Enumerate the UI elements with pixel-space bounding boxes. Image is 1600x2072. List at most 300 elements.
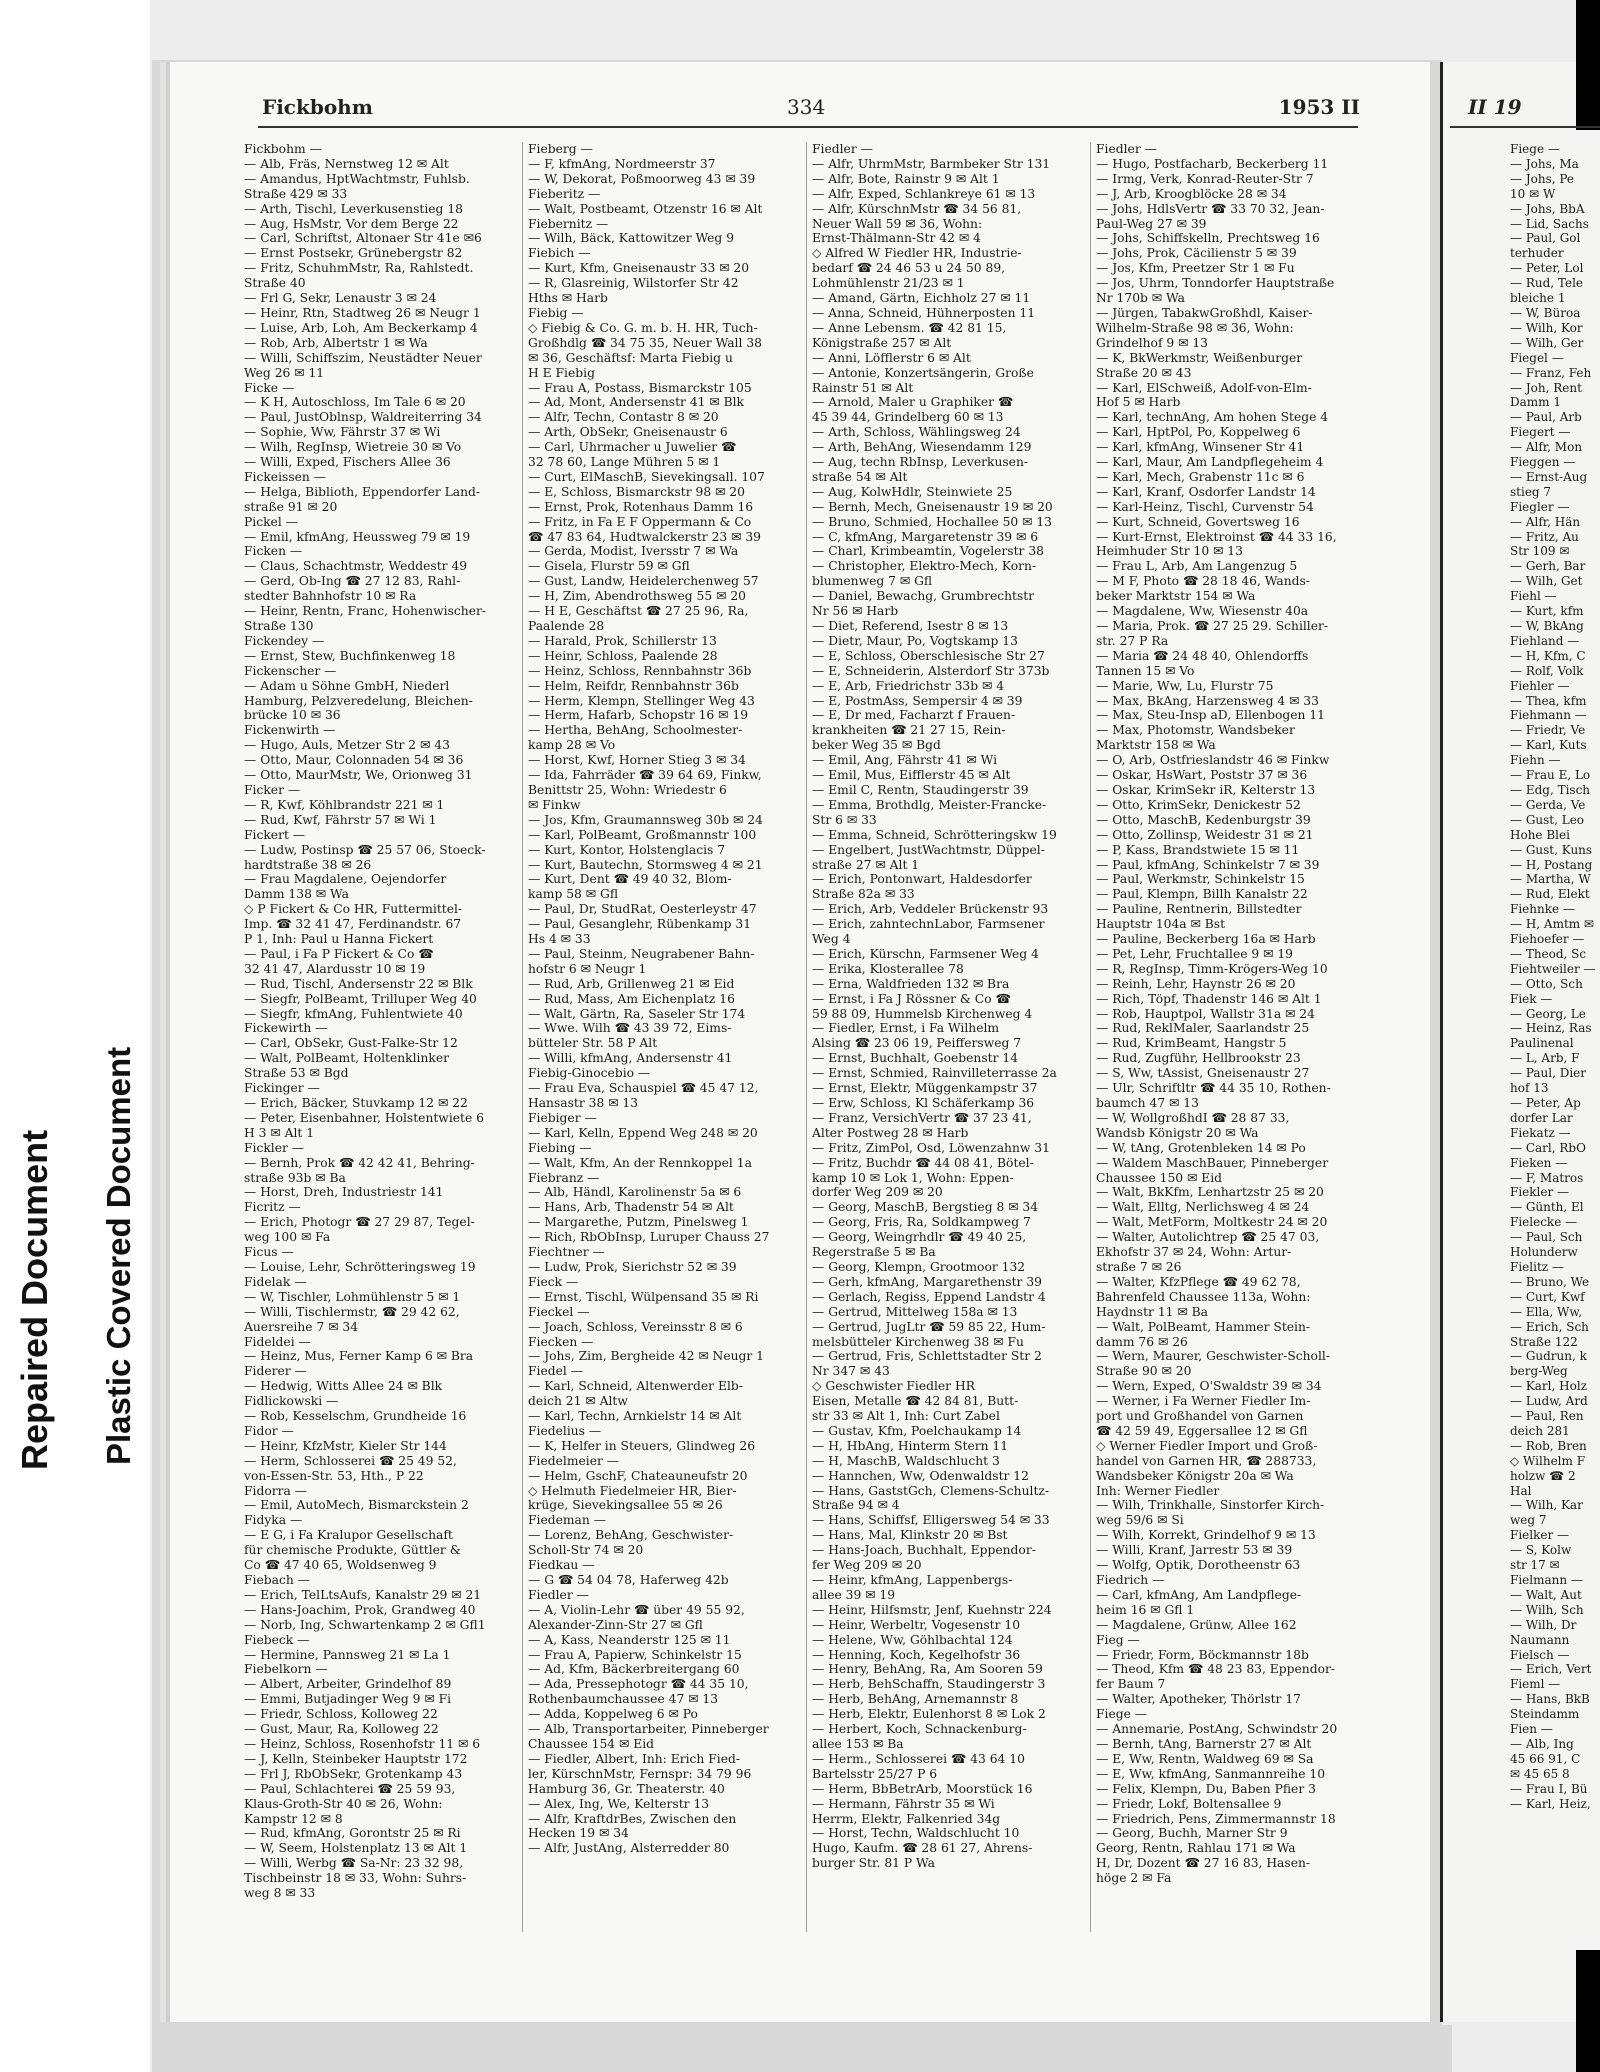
directory-entry-line: weg 100 ✉ Fa bbox=[244, 1230, 331, 1245]
directory-entry-line: Damm 138 ✉ Wa bbox=[244, 887, 349, 902]
directory-entry-line: — Rud, Elekt bbox=[1510, 887, 1590, 902]
directory-entry-line: — Heinr, Werbeltr, Vogesenstr 10 bbox=[812, 1617, 1021, 1632]
directory-entry-line: — Erw, Schloss, Kl Schäferkamp 36 bbox=[812, 1096, 1035, 1110]
directory-entry-line: Heimhuder Str 10 ✉ 13 bbox=[1096, 544, 1243, 559]
directory-entry-line: — Oskar, HsWart, Poststr 37 ✉ 36 bbox=[1096, 768, 1308, 783]
directory-entry-line: — Paul, Gesanglehr, Rübenkamp 31 bbox=[528, 917, 752, 932]
directory-entry-line: Fieml — bbox=[1510, 1677, 1561, 1692]
directory-entry-line: — Helm, Reifdr, Rennbahnstr 36b bbox=[528, 678, 739, 693]
directory-entry-line: ☎ 47 83 64, Hudtwalckerstr 23 ✉ 39 bbox=[528, 529, 761, 544]
directory-entry-line: — Karl, Kranf, Osdorfer Landstr 14 bbox=[1096, 484, 1316, 499]
directory-entry-line: — Karl, Kuts bbox=[1510, 738, 1587, 753]
directory-entry-line: — Wern, Maurer, Geschwister-Scholl- bbox=[1096, 1349, 1330, 1364]
directory-entry-line: — Joach, Schloss, Vereinsstr 8 ✉ 6 bbox=[528, 1319, 743, 1334]
directory-entry-line: — Anne Lebensm. ☎ 42 81 15, bbox=[812, 320, 1007, 335]
next-page-header: II 19 bbox=[1468, 95, 1522, 119]
directory-entry-line: — Gerh, Bar bbox=[1510, 559, 1586, 574]
directory-entry-line: Regerstraße 5 ✉ Ba bbox=[812, 1245, 936, 1260]
directory-entry-line: str 17 ✉ bbox=[1510, 1558, 1560, 1573]
directory-entry-line: Hof 5 ✉ Harb bbox=[1096, 395, 1181, 410]
directory-entry-line: Hamburg, Pelzveredelung, Bleichen- bbox=[244, 693, 473, 708]
directory-entry-line: — Hans-Joachim, Prok, Grandweg 40 bbox=[244, 1602, 476, 1617]
directory-entry-line: Holunderw bbox=[1510, 1245, 1578, 1260]
directory-entry-line: kamp 58 ✉ Gfl bbox=[528, 887, 619, 902]
directory-entry-line: — Johs, Schiffskelln, Prechtsweg 16 bbox=[1096, 231, 1320, 246]
label-sidebar bbox=[0, 0, 150, 2072]
directory-entry-line: — Norb, Ing, Schwartenkamp 2 ✉ Gfl1 bbox=[244, 1617, 486, 1632]
directory-entry-line: Alsing ☎ 23 06 19, Peiffersweg 7 bbox=[812, 1036, 1022, 1051]
directory-entry-line: — Arth, Tischl, Leverkusenstieg 18 bbox=[244, 201, 463, 216]
directory-entry-line: Fiderer — bbox=[244, 1364, 307, 1379]
directory-entry-line: Fickenwirth — bbox=[244, 723, 336, 738]
directory-entry-line: ☎ 42 59 49, Eggersallee 12 ✉ Gfl bbox=[1096, 1423, 1308, 1438]
directory-entry-line: — Walt, MetForm, Moltkestr 24 ✉ 20 bbox=[1096, 1215, 1328, 1230]
directory-entry-line: — Helene, Ww, Göhlbachtal 124 bbox=[812, 1632, 1013, 1647]
directory-entry-line: — Erich, Sch bbox=[1510, 1319, 1589, 1334]
directory-entry-line: Inh: Werner Fiedler bbox=[1096, 1483, 1220, 1498]
directory-entry-line: Fiedeman — bbox=[528, 1513, 607, 1528]
directory-entry-line: — Hans, Schiffsf, Elligersweg 54 ✉ 33 bbox=[812, 1513, 1050, 1528]
scan-edge-bottom bbox=[1576, 1950, 1600, 2072]
directory-entry-line: — Gertrud, Mittelweg 158a ✉ 13 bbox=[812, 1304, 1018, 1319]
directory-entry-line: — Aug, KolwHdlr, Steinwiete 25 bbox=[812, 484, 1013, 499]
directory-entry-line: — Heinr, kfmAng, Lappenbergs- bbox=[812, 1573, 1013, 1587]
directory-entry-line: Fiebig — bbox=[528, 305, 584, 320]
directory-entry-line: — C, kfmAng, Margaretenstr 39 ✉ 6 bbox=[812, 529, 1039, 544]
directory-entry-line: — Frau A, Postass, Bismarckstr 105 bbox=[528, 380, 752, 395]
directory-entry-line: — W, Tischler, Lohmühlenstr 5 ✉ 1 bbox=[244, 1289, 461, 1304]
directory-entry-line: — Alfr, Exped, Schlankreye 61 ✉ 13 bbox=[812, 186, 1036, 201]
directory-entry-line: Tischbeinstr 18 ✉ 33, Wohn: Suhrs- bbox=[244, 1871, 467, 1886]
directory-entry-line: Fiebach — bbox=[244, 1573, 310, 1587]
directory-entry-line: Hal bbox=[1510, 1483, 1532, 1498]
directory-entry-line: — Wilh, Bäck, Kattowitzer Weg 9 bbox=[528, 231, 735, 246]
directory-entry-line: — Hertha, BehAng, Schoolmester- bbox=[528, 723, 743, 738]
directory-entry-line: — Gisela, Flurstr 59 ✉ Gfl bbox=[528, 559, 690, 574]
directory-entry-line: — Theod, Sc bbox=[1510, 946, 1587, 961]
directory-entry-line: — Fritz, Buchdr ☎ 44 08 41, Bötel- bbox=[812, 1155, 1034, 1170]
directory-entry-line: — Gerda, Ve bbox=[1510, 797, 1586, 812]
directory-entry-line: ◇ Fiebig & Co. G. m. b. H. HR, Tuch- bbox=[528, 320, 758, 335]
directory-entry-line: Straße 82a ✉ 33 bbox=[812, 887, 915, 902]
directory-entry-line: Hamburg 36, Gr. Theaterstr. 40 bbox=[528, 1781, 725, 1796]
directory-entry-line: — Alfr, Hän bbox=[1510, 514, 1581, 529]
directory-entry-line: — Paul, Werkmstr, Schinkelstr 15 bbox=[1096, 872, 1305, 887]
directory-entry-line: — A, Violin-Lehr ☎ über 49 55 92, bbox=[528, 1602, 745, 1617]
directory-entry-line: höge 2 ✉ Fa bbox=[1096, 1871, 1172, 1886]
directory-entry-line: — Paul, Ren bbox=[1510, 1409, 1584, 1424]
directory-entry-line: — Johs, Pe bbox=[1510, 171, 1575, 186]
directory-entry-line: Georg, Rentn, Rahlau 171 ✉ Wa bbox=[1096, 1841, 1296, 1856]
directory-entry-line: — Erich, Photogr ☎ 27 29 87, Tegel- bbox=[244, 1215, 475, 1230]
directory-entry-line: 32 41 47, Alardusstr 10 ✉ 19 bbox=[244, 961, 426, 976]
directory-entry-line: baumch 47 ✉ 13 bbox=[1096, 1096, 1199, 1110]
directory-entry-line: — H, Postang bbox=[1510, 857, 1593, 872]
directory-entry-line: — Otto, MaschB, Kedenburgstr 39 bbox=[1096, 812, 1311, 827]
directory-entry-line: — Horst, Techn, Waldschlucht 10 bbox=[812, 1826, 1020, 1841]
directory-entry-line: — W, WollgroßhdI ☎ 28 87 33, bbox=[1096, 1110, 1290, 1125]
directory-entry-line: — Heinz, Schloss, Rosenhofstr 11 ✉ 6 bbox=[244, 1736, 481, 1751]
directory-entry-line: Fielitz — bbox=[1510, 1259, 1564, 1274]
directory-entry-line: — Wilh, Sch bbox=[1510, 1602, 1584, 1617]
directory-entry-line: — E, PostmAss, Sempersir 4 ✉ 39 bbox=[812, 693, 1023, 708]
directory-entry-line: — Ida, Fahrräder ☎ 39 64 69, Finkw, bbox=[528, 768, 762, 783]
directory-entry-line: str. 27 P Ra bbox=[1096, 633, 1169, 648]
directory-entry-line: — Ernst, Elektr, Müggenkampstr 37 bbox=[812, 1081, 1038, 1096]
directory-entry-line: — Gust, Kuns bbox=[1510, 842, 1593, 857]
directory-entry-line: — Fritz, in Fa E F Oppermann & Co bbox=[528, 514, 752, 529]
directory-entry-line: — Marie, Ww, Lu, Flurstr 75 bbox=[1096, 678, 1274, 693]
directory-entry-line: Str 109 ✉ bbox=[1510, 544, 1570, 559]
directory-entry-line: — Karl, Maur, Am Landpflegeheim 4 bbox=[1096, 455, 1324, 470]
directory-entry-line: — Frl J, RbObSekr, Grotenkamp 43 bbox=[244, 1766, 463, 1781]
directory-entry-line: — Luise, Arb, Loh, Am Beckerkamp 4 bbox=[244, 320, 478, 335]
directory-entry-line: — H, Zim, Abendrothsweg 55 ✉ 20 bbox=[528, 589, 746, 604]
directory-entry-line: — Walt, Kfm, An der Rennkoppel 1a bbox=[528, 1155, 752, 1170]
running-head bbox=[262, 95, 1360, 123]
directory-entry-line: Fieckel — bbox=[528, 1304, 590, 1319]
directory-entry-line: — Herm., Schlosserei ☎ 43 64 10 bbox=[812, 1751, 1025, 1766]
directory-entry-line: — Hans, Mal, Klinkstr 20 ✉ Bst bbox=[812, 1528, 1008, 1543]
directory-entry-line: — Maria, Prok. ☎ 27 25 29. Schiller- bbox=[1096, 619, 1329, 633]
directory-entry-line: H, Dr, Dozent ☎ 27 16 83, Hasen- bbox=[1096, 1856, 1311, 1871]
directory-entry-line: — Kurt, Kfm, Gneisenaustr 33 ✉ 20 bbox=[528, 261, 750, 276]
directory-entry-line: 59 88 09, Hummelsb Kirchenweg 4 bbox=[812, 1006, 1033, 1021]
directory-entry-line: — Hermann, Fährstr 35 ✉ Wi bbox=[812, 1796, 995, 1811]
directory-entry-line: — Friedr, Ve bbox=[1510, 723, 1586, 738]
directory-entry-line: — Hans-Joach, Buchhalt, Eppendor- bbox=[812, 1543, 1036, 1558]
directory-entry-line: 32 78 60, Lange Mühren 5 ✉ 1 bbox=[528, 455, 721, 470]
directory-entry-line: Fiek — bbox=[1510, 991, 1553, 1006]
directory-entry-line: — Alb, Ing bbox=[1510, 1736, 1574, 1751]
directory-entry-line: — Max, Photomstr, Wandsbeker bbox=[1096, 723, 1295, 738]
header-catchword: Fickbohm bbox=[262, 95, 373, 119]
directory-entry-line: — H, Kfm, C bbox=[1510, 648, 1586, 663]
directory-entry-line: — Ludw, Postinsp ☎ 25 57 06, Stoeck- bbox=[244, 842, 486, 857]
directory-entry-line: — Martha, W bbox=[1510, 872, 1591, 887]
directory-entry-line: — Georg, Buchh, Marner Str 9 bbox=[1096, 1826, 1288, 1841]
directory-entry-line: Fickeissen — bbox=[244, 469, 327, 484]
directory-entry-line: — Arth, Schloss, Wählingsweg 24 bbox=[812, 425, 1021, 440]
directory-entry-line: — Alfr, Mon bbox=[1510, 440, 1583, 455]
directory-entry-line: — Peter, Lol bbox=[1510, 261, 1584, 276]
directory-entry-line: — Emmi, Butjadinger Weg 9 ✉ Fi bbox=[244, 1692, 452, 1707]
directory-entry-line: — Georg, Klempn, Grootmoor 132 bbox=[812, 1259, 1026, 1274]
directory-entry-line: — Heinz, Schloss, Rennbahnstr 36b bbox=[528, 663, 752, 678]
directory-entry-line: — Ad, Mont, Andersenstr 41 ✉ Blk bbox=[528, 395, 745, 410]
directory-entry-line: — Otto, KrimSekr, Denickestr 52 bbox=[1096, 797, 1301, 812]
directory-entry-line: brücke 10 ✉ 36 bbox=[244, 708, 341, 723]
page-bottom-edge bbox=[152, 2025, 1452, 2072]
directory-entry-line: — W, BkAng bbox=[1510, 619, 1584, 633]
directory-entry-line: holzw ☎ 2 bbox=[1510, 1468, 1576, 1483]
directory-entry-line: — M F, Photo ☎ 28 18 46, Wands- bbox=[1096, 574, 1310, 589]
directory-entry-line: — Paul, Sch bbox=[1510, 1230, 1583, 1245]
directory-entry-line: — K, Helfer in Steuers, Glindweg 26 bbox=[528, 1438, 756, 1453]
directory-entry-line: — Harald, Prok, Schillerstr 13 bbox=[528, 633, 717, 648]
directory-entry-line: — Rob, Arb, Albertstr 1 ✉ Wa bbox=[244, 335, 428, 350]
directory-entry-line: Fiehl — bbox=[1510, 589, 1557, 604]
directory-entry-line: — Pet, Lehr, Fruchtallee 9 ✉ 19 bbox=[1096, 946, 1294, 961]
directory-entry-line: Fidor — bbox=[244, 1423, 294, 1438]
directory-column-4 bbox=[1096, 142, 1368, 1886]
directory-entry-line: Fiebranz — bbox=[528, 1170, 600, 1185]
directory-entry-line: — Hannchen, Ww, Odenwaldstr 12 bbox=[812, 1468, 1029, 1483]
directory-entry-line: — Antonie, Konzertsängerin, Große bbox=[812, 365, 1034, 380]
directory-entry-line: — Wilh, Kar bbox=[1510, 1498, 1583, 1513]
directory-entry-line: Fiebich — bbox=[528, 246, 591, 261]
directory-entry-line: Eisen, Metalle ☎ 42 84 81, Butt- bbox=[812, 1394, 1019, 1409]
directory-entry-line: — Herm, Klempn, Stellinger Weg 43 bbox=[528, 693, 755, 708]
directory-entry-line: Weg 26 ✉ 11 bbox=[244, 365, 325, 380]
directory-column-1 bbox=[244, 142, 516, 1901]
directory-entry-line: allee 39 ✉ 19 bbox=[812, 1587, 896, 1602]
directory-entry-line: — Willi, Werbg ☎ Sa-Nr: 23 32 98, bbox=[244, 1856, 464, 1871]
directory-entry-line: — H, Amtm ✉ bbox=[1510, 917, 1595, 932]
directory-entry-line: — F, kfmAng, Nordmeerstr 37 bbox=[528, 156, 716, 171]
directory-entry-line: Fiehnke — bbox=[1510, 902, 1575, 917]
directory-entry-line: Fiedkau — bbox=[528, 1558, 595, 1573]
directory-entry-line: Wandsb Königstr 20 ✉ Wa bbox=[1096, 1125, 1259, 1140]
directory-entry-line: — E, Ww, Rentn, Waldweg 69 ✉ Sa bbox=[1096, 1751, 1314, 1766]
directory-entry-line: Rothenbaumchaussee 47 ✉ 13 bbox=[528, 1692, 719, 1707]
directory-entry-line: Fiedelmeier — bbox=[528, 1453, 620, 1468]
directory-entry-line: Fielmann — bbox=[1510, 1573, 1583, 1587]
directory-entry-line: weg 8 ✉ 33 bbox=[244, 1886, 316, 1901]
directory-entry-line: — Ulr, Schriftltr ☎ 44 35 10, Rothen- bbox=[1096, 1081, 1331, 1096]
directory-entry-line: — Alfr, KürschnMstr ☎ 34 56 81, bbox=[812, 201, 1022, 216]
directory-entry-line: — Pauline, Beckerberg 16a ✉ Harb bbox=[1096, 932, 1316, 947]
directory-entry-line: — Willi, Exped, Fischers Allee 36 bbox=[244, 455, 451, 470]
directory-entry-line: Fieken — bbox=[1510, 1155, 1568, 1170]
directory-entry-line: Fieberg — bbox=[528, 142, 593, 156]
directory-entry-line: Hths ✉ Harb bbox=[528, 291, 608, 306]
directory-entry-line: — Helga, Biblioth, Eppendorfer Land- bbox=[244, 484, 481, 499]
directory-entry-line: Paul-Weg 27 ✉ 39 bbox=[1096, 216, 1207, 231]
directory-entry-line: — Franz, VersichVertr ☎ 37 23 41, bbox=[812, 1110, 1032, 1125]
directory-entry-line: — Hans, BkB bbox=[1510, 1692, 1590, 1707]
directory-entry-line: damm 76 ✉ 26 bbox=[1096, 1334, 1188, 1349]
directory-entry-line: allee 153 ✉ Ba bbox=[812, 1736, 904, 1751]
plastic-covered-label: Plastic Covered Document bbox=[100, 1046, 137, 1465]
directory-entry-line: — Hedwig, Witts Allee 24 ✉ Blk bbox=[244, 1379, 443, 1394]
directory-entry-line: — Siegfr, kfmAng, Fuhlentwiete 40 bbox=[244, 1006, 463, 1021]
directory-entry-line: — Carl, Schriftst, Altonaer Str 41e ✉6 bbox=[244, 231, 482, 246]
directory-entry-line: — Paul, Schlachterei ☎ 25 59 93, bbox=[244, 1781, 456, 1796]
directory-entry-line: — Heinz, Mus, Ferner Kamp 6 ✉ Bra bbox=[244, 1349, 474, 1364]
directory-entry-line: hof 13 bbox=[1510, 1081, 1549, 1096]
directory-entry-line: Tannen 15 ✉ Vo bbox=[1096, 663, 1195, 678]
directory-entry-line: — Aug, techn RbInsp, Leverkusen- bbox=[812, 455, 1029, 470]
directory-entry-line: ◇ Alfred W Fiedler HR, Industrie- bbox=[812, 246, 1022, 261]
directory-entry-line: — Wilh, Kor bbox=[1510, 320, 1583, 335]
directory-entry-line: Haydnstr 11 ✉ Ba bbox=[1096, 1304, 1208, 1319]
directory-entry-line: — Emil, kfmAng, Heussweg 79 ✉ 19 bbox=[244, 529, 471, 544]
directory-entry-line: Benittstr 25, Wohn: Wriedestr 6 bbox=[528, 782, 727, 797]
directory-entry-line: Fiebernitz — bbox=[528, 216, 609, 231]
directory-entry-line: — Jos, Uhrm, Tonndorfer Hauptstraße bbox=[1096, 276, 1335, 291]
directory-entry-line: Wilhelm-Straße 98 ✉ 36, Wohn: bbox=[1096, 320, 1294, 335]
directory-entry-line: Fiegler — bbox=[1510, 499, 1570, 514]
directory-entry-line: — Otto, Zollinsp, Weidestr 31 ✉ 21 bbox=[1096, 827, 1314, 842]
header-rule bbox=[258, 126, 1358, 128]
directory-entry-line: — Wern, Exped, O'Swaldstr 39 ✉ 34 bbox=[1096, 1379, 1322, 1394]
directory-entry-line: — Heinr, Hilfsmstr, Jenf, Kuehnstr 224 bbox=[812, 1602, 1052, 1617]
directory-entry-line: Ekhofstr 37 ✉ 24, Wohn: Artur- bbox=[1096, 1245, 1292, 1260]
directory-entry-line: — Aug, HsMstr, Vor dem Berge 22 bbox=[244, 216, 459, 231]
directory-entry-line: — Amandus, HptWachtmstr, Fuhlsb. bbox=[244, 171, 470, 186]
directory-entry-line: — Emil, AutoMech, Bismarckstein 2 bbox=[244, 1498, 469, 1513]
directory-entry-line: Hauptstr 104a ✉ Bst bbox=[1096, 917, 1226, 932]
directory-entry-line: Fiedel — bbox=[528, 1364, 584, 1379]
directory-entry-line: bedarf ☎ 24 46 53 u 24 50 89, bbox=[812, 261, 1006, 276]
directory-entry-line: — Heinr, KfzMstr, Kieler Str 144 bbox=[244, 1438, 447, 1453]
directory-entry-line: — Maria ☎ 24 48 40, Ohlendorffs bbox=[1096, 648, 1309, 663]
directory-entry-line: — Anni, Löfflerstr 6 ✉ Alt bbox=[812, 350, 971, 365]
directory-entry-line: — E, Schneiderin, Alsterdorf Str 373b bbox=[812, 663, 1050, 678]
directory-entry-line: — Rud, KrimBeamt, Hangstr 5 bbox=[1096, 1036, 1287, 1051]
directory-entry-line: — Johs, HdlsVertr ☎ 33 70 32, Jean- bbox=[1096, 201, 1325, 216]
directory-entry-line: — Gust, Maur, Ra, Kolloweg 22 bbox=[244, 1722, 439, 1737]
directory-entry-line: Ficritz — bbox=[244, 1200, 301, 1215]
directory-entry-line: straße 93b ✉ Ba bbox=[244, 1170, 346, 1185]
directory-entry-line: Fiebig-Ginocebio — bbox=[528, 1066, 651, 1081]
directory-entry-line: — Felix, Klempn, Du, Baben Pfier 3 bbox=[1096, 1781, 1316, 1796]
directory-entry-line: — Rich, Töpf, Thadenstr 146 ✉ Alt 1 bbox=[1096, 991, 1322, 1006]
directory-entry-line: — Erich, Arb, Veddeler Brückenstr 93 bbox=[812, 902, 1049, 917]
directory-entry-line: — Arnold, Maler u Graphiker ☎ bbox=[812, 395, 1014, 410]
directory-entry-line: — Louise, Lehr, Schrötteringsweg 19 bbox=[244, 1259, 476, 1274]
directory-entry-line: — R, Glasreinig, Wilstorfer Str 42 bbox=[528, 276, 739, 291]
directory-entry-line: — Willi, kfmAng, Andersenstr 41 bbox=[528, 1051, 733, 1066]
directory-entry-line: — Thea, kfm bbox=[1510, 693, 1587, 708]
directory-entry-line: — R, RegInsp, Timm-Krögers-Weg 10 bbox=[1096, 961, 1328, 976]
directory-entry-line: krankheiten ☎ 21 27 15, Rein- bbox=[812, 723, 1006, 738]
directory-entry-line: — R, Kwf, Köhlbrandstr 221 ✉ 1 bbox=[244, 797, 445, 812]
directory-entry-line: — Frau Magdalene, Oejendorfer bbox=[244, 872, 447, 887]
directory-entry-line: Ernst-Thälmann-Str 42 ✉ 4 bbox=[812, 231, 981, 246]
directory-entry-line: — Karl, Schneid, Altenwerder Elb- bbox=[528, 1379, 743, 1394]
directory-entry-line: — Ludw, Prok, Sierichstr 52 ✉ 39 bbox=[528, 1259, 737, 1274]
directory-entry-line: Hugo, Kaufm. ☎ 28 61 27, Ahrens- bbox=[812, 1841, 1033, 1856]
directory-entry-line: Fidlickowski — bbox=[244, 1394, 339, 1409]
directory-entry-line: — Heinz, Ras bbox=[1510, 1021, 1592, 1036]
directory-entry-line: Ficus — bbox=[244, 1245, 294, 1260]
directory-entry-line: — Ernst, Schmied, Rainvilleterrasse 2a bbox=[812, 1066, 1057, 1081]
directory-entry-line: ◇ Helmuth Fiedelmeier HR, Bier- bbox=[528, 1483, 737, 1498]
directory-entry-line: Fieg — bbox=[1096, 1632, 1140, 1647]
directory-entry-line: — Emil, Mus, Eifflerstr 45 ✉ Alt bbox=[812, 768, 1011, 783]
directory-entry-line: ler, KürschnMstr, Fernspr: 34 79 96 bbox=[528, 1766, 752, 1781]
directory-entry-line: — Kurt, Schneid, Govertsweg 16 bbox=[1096, 514, 1300, 529]
directory-entry-line: — Adam u Söhne GmbH, Niederl bbox=[244, 678, 450, 693]
directory-entry-line: — Siegfr, PolBeamt, Trilluper Weg 40 bbox=[244, 991, 477, 1006]
directory-entry-line: — Kurt, kfm bbox=[1510, 604, 1584, 619]
directory-entry-line: — H E, Geschäftst ☎ 27 25 96, Ra, bbox=[528, 604, 749, 619]
directory-entry-line: — W, tAng, Grotenbleken 14 ✉ Po bbox=[1096, 1140, 1306, 1155]
directory-column-2 bbox=[528, 142, 800, 1856]
directory-entry-line: — Johs, BbA bbox=[1510, 201, 1585, 216]
directory-entry-line: — Daniel, Bewachg, Grumbrechtstr bbox=[812, 589, 1035, 604]
directory-entry-line: — Jos, Kfm, Graumannsweg 30b ✉ 24 bbox=[528, 812, 763, 827]
directory-entry-line: Fickbohm — bbox=[244, 142, 322, 156]
directory-entry-line: — Gerh, kfmAng, Margarethenstr 39 bbox=[812, 1274, 1042, 1289]
directory-entry-line: — Frau A, Papierw, Schinkelstr 15 bbox=[528, 1647, 742, 1662]
directory-entry-line: — Erika, Klosterallee 78 bbox=[812, 961, 964, 976]
directory-entry-line: Fiehmann — bbox=[1510, 708, 1587, 723]
directory-entry-line: Ficker — bbox=[244, 782, 301, 797]
directory-entry-line: Fielker — bbox=[1510, 1528, 1570, 1543]
directory-entry-line: — Herb, BehAng, Arnemannstr 8 bbox=[812, 1692, 1019, 1707]
directory-entry-line: — Willi, Tischlermstr, ☎ 29 42 62, bbox=[244, 1304, 460, 1319]
directory-entry-line: — Willi, Schiffszim, Neustädter Neuer bbox=[244, 350, 482, 365]
directory-entry-line: — Karl, Heiz, bbox=[1510, 1796, 1591, 1811]
directory-entry-line: Fiehn — bbox=[1510, 753, 1561, 768]
directory-entry-line: — Bernh, Prok ☎ 42 42 41, Behring- bbox=[244, 1155, 475, 1170]
directory-entry-line: Straße 53 ✉ Bgd bbox=[244, 1066, 349, 1081]
directory-entry-line: — Hugo, Postfacharb, Beckerberg 11 bbox=[1096, 156, 1329, 171]
directory-entry-line: — Hugo, Auls, Metzer Str 2 ✉ 43 bbox=[244, 738, 450, 753]
directory-entry-line: — Paul, Klempn, Billh Kanalstr 22 bbox=[1096, 887, 1308, 902]
directory-entry-line: Herrm, Elektr, Falkenried 34g bbox=[812, 1811, 1001, 1826]
directory-entry-line: — Erich, Vert bbox=[1510, 1662, 1592, 1677]
directory-entry-line: — Bernh, tAng, Barnerstr 27 ✉ Alt bbox=[1096, 1736, 1312, 1751]
directory-entry-line: — Fritz, Au bbox=[1510, 529, 1579, 544]
directory-entry-line: — Wilh, Get bbox=[1510, 574, 1583, 589]
directory-entry-line: ◇ Werner Fiedler Import und Groß- bbox=[1096, 1438, 1318, 1453]
directory-entry-line: ✉ 36, Geschäftsf: Marta Fiebig u bbox=[528, 350, 733, 365]
directory-entry-line: deich 21 ✉ Altw bbox=[528, 1394, 628, 1409]
directory-entry-line: — Karl, Mech, Grabenstr 11c ✉ 6 bbox=[1096, 469, 1305, 484]
directory-entry-line: — Erich, Kürschn, Farmsener Weg 4 bbox=[812, 946, 1039, 961]
directory-entry-line: — Alfr, JustAng, Alsterredder 80 bbox=[528, 1841, 730, 1856]
directory-entry-line: weg 59/6 ✉ Si bbox=[1096, 1513, 1184, 1528]
directory-entry-line: — Ada, Pressephotogr ☎ 44 35 10, bbox=[528, 1677, 749, 1692]
directory-entry-line: H 3 ✉ Alt 1 bbox=[244, 1125, 315, 1140]
directory-entry-line: — Carl, kfmAng, Am Landpflege- bbox=[1096, 1587, 1302, 1602]
directory-entry-line: — Max, BkAng, Harzensweg 4 ✉ 33 bbox=[1096, 693, 1319, 708]
directory-entry-line: — Alb, Transportarbeiter, Pinneberger bbox=[528, 1722, 769, 1737]
directory-entry-line: Fiehler — bbox=[1510, 678, 1570, 693]
directory-entry-line: — Rob, Kesselschm, Grundheide 16 bbox=[244, 1409, 467, 1424]
directory-entry-line: — Ernst Postsekr, Grünebergstr 82 bbox=[244, 246, 463, 261]
directory-entry-line: Paalende 28 bbox=[528, 619, 605, 633]
directory-entry-line: — Walt, PolBeamt, Holtenklinker bbox=[244, 1051, 450, 1066]
directory-entry-line: — Friedr, Form, Böckmannstr 18b bbox=[1096, 1647, 1309, 1662]
directory-entry-line: ◇ Geschwister Fiedler HR bbox=[812, 1379, 975, 1394]
directory-entry-line: Neuer Wall 59 ✉ 36, Wohn: bbox=[812, 216, 983, 231]
directory-entry-line: H E Fiebig bbox=[528, 365, 595, 380]
directory-entry-line: — Carl, RbO bbox=[1510, 1140, 1586, 1155]
directory-entry-line: terhuder bbox=[1510, 246, 1564, 261]
directory-entry-line: — Joh, Rent bbox=[1510, 380, 1582, 395]
directory-entry-line: Fideldei — bbox=[244, 1334, 311, 1349]
directory-entry-line: burger Str. 81 P Wa bbox=[812, 1856, 935, 1871]
directory-entry-line: — Hermine, Pannsweg 21 ✉ La 1 bbox=[244, 1647, 451, 1662]
directory-entry-line: — Carl, ObSekr, Gust-Falke-Str 12 bbox=[244, 1036, 458, 1051]
directory-entry-line: — Kurt-Ernst, Elektroinst ☎ 44 33 16, bbox=[1096, 529, 1337, 544]
directory-entry-line: — Paul, Arb bbox=[1510, 410, 1582, 425]
directory-entry-line: — Ernst, i Fa J Rössner & Co ☎ bbox=[812, 991, 1011, 1006]
scan-edge-top bbox=[1576, 0, 1600, 130]
directory-entry-line: weg 7 bbox=[1510, 1513, 1547, 1528]
directory-entry-line: Alter Postweg 28 ✉ Harb bbox=[812, 1125, 969, 1140]
column-divider bbox=[806, 142, 807, 1932]
directory-entry-line: — Karl-Heinz, Tischl, Curvenstr 54 bbox=[1096, 499, 1314, 514]
directory-entry-line: — Frau L, Arb, Am Langenzug 5 bbox=[1096, 559, 1298, 574]
directory-entry-line: Weg 4 bbox=[812, 932, 851, 947]
directory-entry-line: — Helm, GschF, Chateauneufstr 20 bbox=[528, 1468, 748, 1483]
